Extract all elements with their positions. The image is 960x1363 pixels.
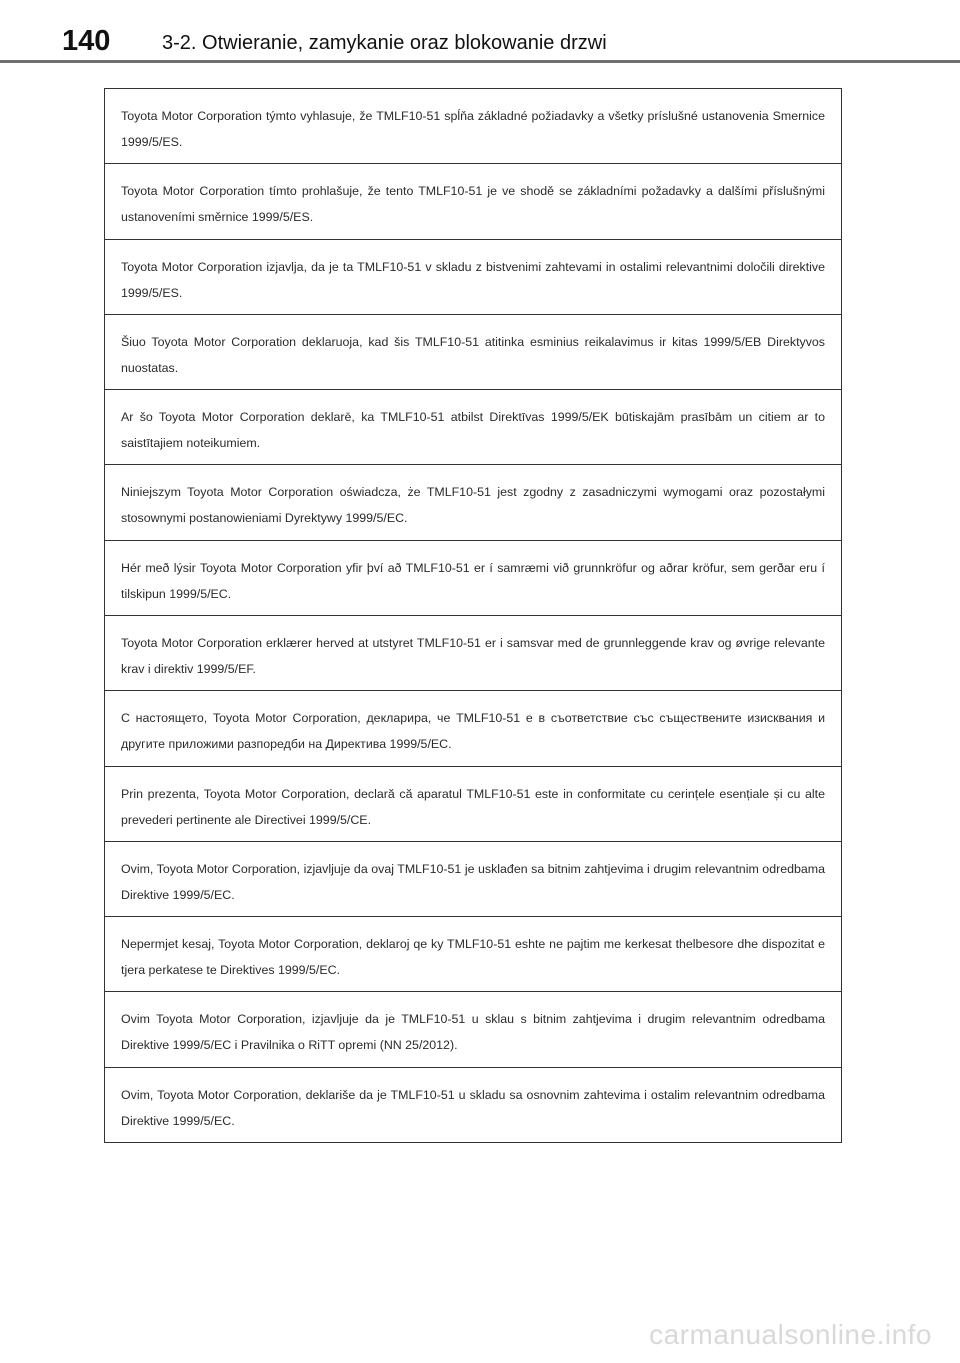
declaration-row-bulgarian [105,691,841,766]
header-divider [0,60,960,63]
declaration-row-slovak [105,89,841,164]
declaration-text: Toyota Motor Corporation izjavlja, da je ta TMLF10-51 v skladu z bistvenimi zahtevami in ostalimi relevantnimi določili direktive 1999/5/ES. [121,259,825,300]
declaration-row-romanian [105,767,841,842]
page-header [0,0,960,62]
declaration-text: Prin prezenta, Toyota Motor Corporation, declară că aparatul TMLF10-51 este in conformitate cu cerințele esențiale și cu alte prevederi pertinente ale Directivei 1999/5/CE. [121,786,825,827]
declaration-table [104,88,842,1143]
declaration-text: Toyota Motor Corporation tímto prohlašuje, že tento TMLF10-51 je ve shodě se základními požadavky a dalšími příslušnými ustanoveními směrnice 1999/5/ES. [121,184,825,225]
declaration-row-serbian [105,1068,841,1142]
declaration-text: Toyota Motor Corporation týmto vyhlasuje, že TMLF10-51 spĺňa základné požiadavky a všetky príslušné ustanovenia Smernice 1999/5/ES. [121,109,825,149]
declaration-text: Ovim, Toyota Motor Corporation, deklariše da je TMLF10-51 u skladu sa osnovnim zahtevima i ostalim relevantnim odredbama Direktive 1999/5/EC. [121,1087,825,1128]
declaration-text: Ovim, Toyota Motor Corporation, izjavljuje da ovaj TMLF10-51 je usklađen sa bitnim zahtjevima i drugim relevantnim odredbama Direktive 1999/5/EC. [121,861,825,902]
declaration-row-croatian [105,992,841,1067]
declaration-text: Šiuo Toyota Motor Corporation deklaruoja, kad šis TMLF10-51 atitinka esminius reikalavimus ir kitas 1999/5/EB Direktyvos nuostatas. [121,334,825,375]
declaration-text: Hér með lýsir Toyota Motor Corporation yfir því að TMLF10-51 er í samræmi við grunnkröfur og aðrar kröfur, sem gerðar eru í tilskipun 1999/5/EC. [121,560,825,601]
declaration-row-czech [105,164,841,239]
declaration-text: С настоящето, Toyota Motor Corporation, декларира, че TMLF10-51 е в съответствие със съществените изисквания и другите приложими разпоредби на Директива 1999/5/ЕС. [121,711,825,752]
declaration-row-lithuanian [105,315,841,390]
page-number: 140 [62,25,111,57]
declaration-row-icelandic [105,541,841,616]
site-watermark: carmanualsonline.info [649,1319,932,1350]
declaration-row-latvian [105,390,841,465]
declaration-row-polish [105,465,841,540]
declaration-text: Nepermjet kesaj, Toyota Motor Corporation, deklaroj qe ky TMLF10-51 eshte ne pajtim me kerkesat thelbesore dhe dispozitat e tjera perkatese te Direktives 1999/5/EC. [121,937,825,978]
declaration-row-bosnian [105,842,841,917]
declaration-text: Ar šo Toyota Motor Corporation deklarē, ka TMLF10-51 atbilst Direktīvas 1999/5/EK būtiskajām prasībām un citiem ar to saistītajiem noteikumiem. [121,410,825,451]
declaration-text: Niniejszym Toyota Motor Corporation oświadcza, że TMLF10-51 jest zgodny z zasadniczymi wymogami oraz pozostałymi stosownymi postanowieniami Dyrektywy 1999/5/EC. [121,485,825,526]
declaration-row-slovenian [105,240,841,315]
declaration-text: Toyota Motor Corporation erklærer herved at utstyret TMLF10-51 er i samsvar med de grunnleggende krav og øvrige relevante krav i direktiv 1999/5/EF. [121,635,825,676]
declaration-row-albanian [105,917,841,992]
declaration-text: Ovim Toyota Motor Corporation, izjavljuje da je TMLF10-51 u sklau s bitnim zahtjevima i drugim relevantnim odredbama Direktive 1999/5/EC i Pravilnika o RiTT opremi (NN 25/2012). [121,1012,825,1053]
declaration-row-norwegian [105,616,841,691]
section-title: 3-2. Otwieranie, zamykanie oraz blokowanie drzwi [162,32,607,54]
